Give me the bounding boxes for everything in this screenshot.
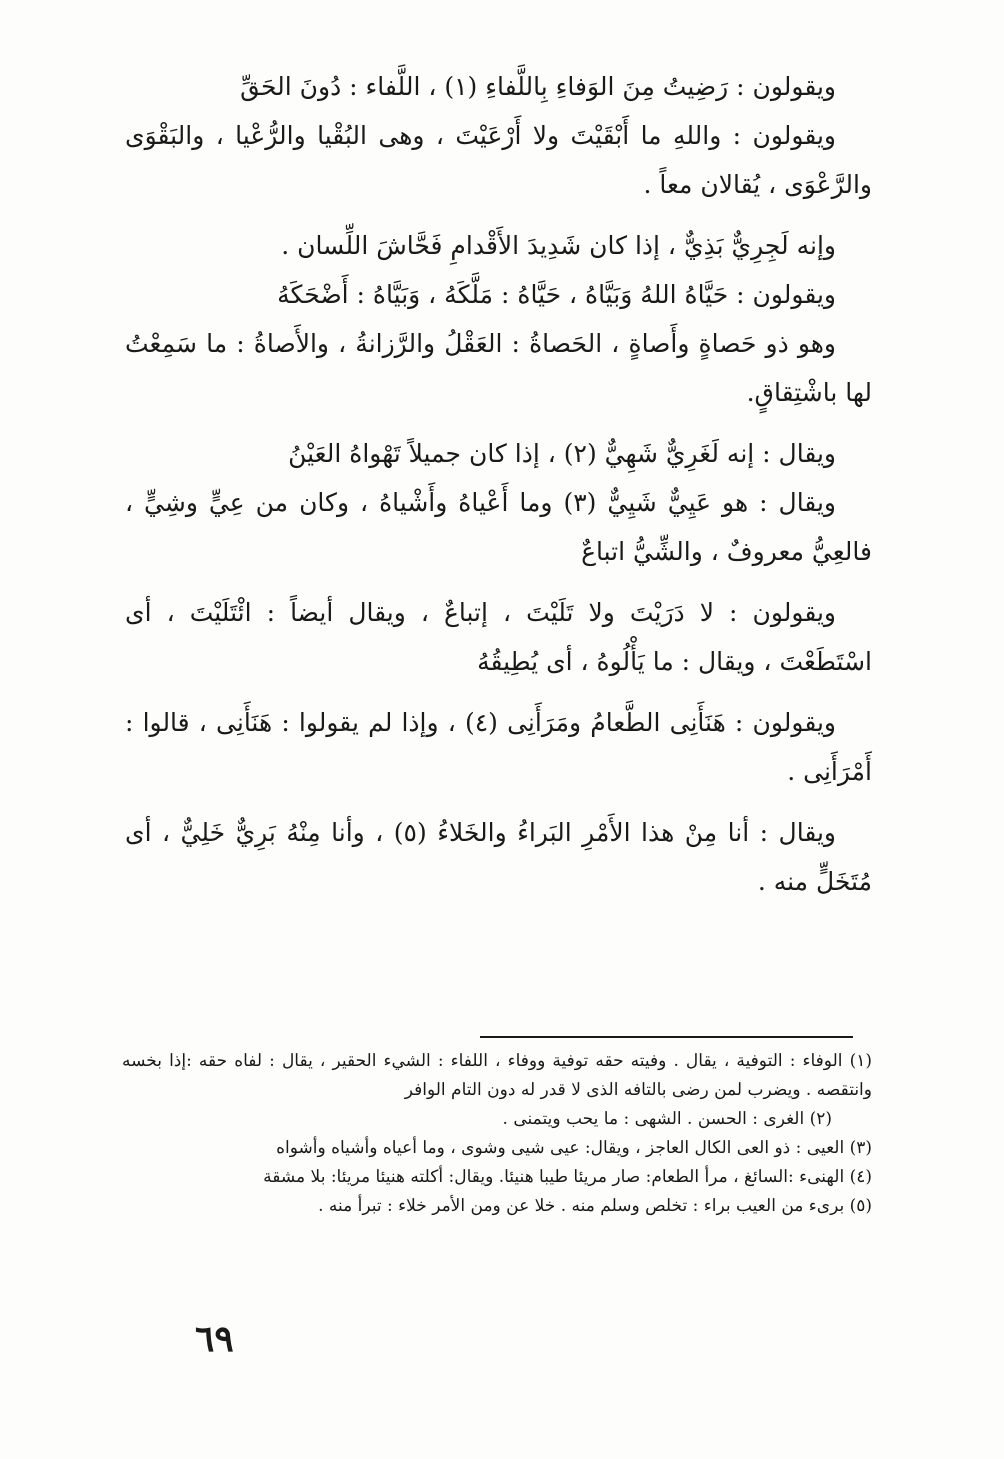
paragraph-6: ويقال : إنه لَغَرِيٌّ شَهِيٌّ (٢) ، إذا كان جميلاً تَهْواهُ العَيْنُ bbox=[288, 439, 836, 468]
paragraph-4: ويقولون : حَيَّاهُ اللهُ وَبَيَّاهُ ، حَيَّاهُ : مَلَّكَهُ ، وَبَيَّاهُ : أَضْحَكَهُ bbox=[277, 280, 836, 309]
paragraph-3: وإنه لَجِرِيٌّ بَذِيٌّ ، إذا كان شَدِيدَ الأَقْدامِ فَحَّاشَ اللِّسان . bbox=[281, 231, 836, 260]
paragraph-10: ويقال : أنا مِنْ هذا الأَمْرِ البَراءُ والخَلاءُ (٥) ، وأنا مِنْهُ بَرِيٌّ خَلِيٌّ ، أى مُتَخَلٍّ منه . bbox=[125, 818, 872, 896]
footnote-2: (٢) الغرى : الحسن . الشهى : ما يحب ويتمنى . bbox=[502, 1109, 832, 1129]
footnote-3: (٣) العيى : ذو العى الكال العاجز ، ويقال: عيى شيى وشوى ، وما أعياه وأشياه وأشواه bbox=[276, 1138, 872, 1158]
paragraph-8: ويقولون : لا دَرَيْتَ ولا تَلَيْتَ ، إتباعٌ ، ويقال أيضاً : ائْتَلَيْتَ ، أى اسْتَطَعْتَ ، ويقال : ما يَأْلُوهُ ، أى يُطِيقُهُ bbox=[125, 598, 872, 676]
footnotes bbox=[122, 1047, 872, 1221]
paragraph-1: ويقولون : رَضِيتُ مِنَ الوَفاءِ بِاللَّفاءِ (١) ، اللَّفاء : دُونَ الحَقِّ bbox=[240, 72, 836, 101]
main-text bbox=[125, 62, 872, 918]
paragraph-2: ويقولون : واللهِ ما أَبْقَيْتَ ولا أَرْعَيْتَ ، وهى البُقْيا والرُّعْيا ، والبَقْوَى والرَّعْوَى ، يُقالان معاً . bbox=[125, 121, 872, 199]
paragraph-5: وهو ذو حَصاةٍ وأَصاةٍ ، الحَصاةُ : العَقْلُ والرَّزانةُ ، والأَصاةُ : ما سَمِعْتُ لها باشْتِقاقٍ. bbox=[125, 329, 872, 407]
footnote-divider bbox=[480, 1036, 853, 1038]
footnote-4: (٤) الهنىء :السائغ ، مرأ الطعام: صار مريئا طيبا هنيئا. ويقال: أكلته هنيئا مريئا: بلا مشقة bbox=[263, 1167, 872, 1187]
footnote-1: (١) الوفاء : التوفية ، يقال . وفيته حقه توفية ووفاء ، اللفاء : الشيء الحقير ، يقال : لفاه حقه :إذا بخسه وانتقصه . ويضرب لمن رضى بالتافه الذى لا قدر له دون التام الوافر bbox=[122, 1051, 872, 1100]
footnote-5: (٥) برىء من العيب براء : تخلص وسلم منه . خلا عن ومن الأمر خلاء : تبرأ منه . bbox=[318, 1196, 872, 1216]
paragraph-9: ويقولون : هَنَأَنِى الطَّعامُ ومَرَأَنِى (٤) ، وإذا لم يقولوا : هَنَأَنِى ، قالوا : أَمْرَأَنِى . bbox=[125, 708, 872, 786]
paragraph-7: ويقال : هو عَيِيٌّ شَيِيٌّ (٣) وما أَعْياهُ وأَشْياهُ ، وكان من عِيٍّ وشِيٍّ ، فالعِيُّ معروفٌ ، والشِّيُّ اتباعٌ bbox=[125, 488, 872, 566]
page-number: ٦٩ bbox=[195, 1318, 234, 1360]
